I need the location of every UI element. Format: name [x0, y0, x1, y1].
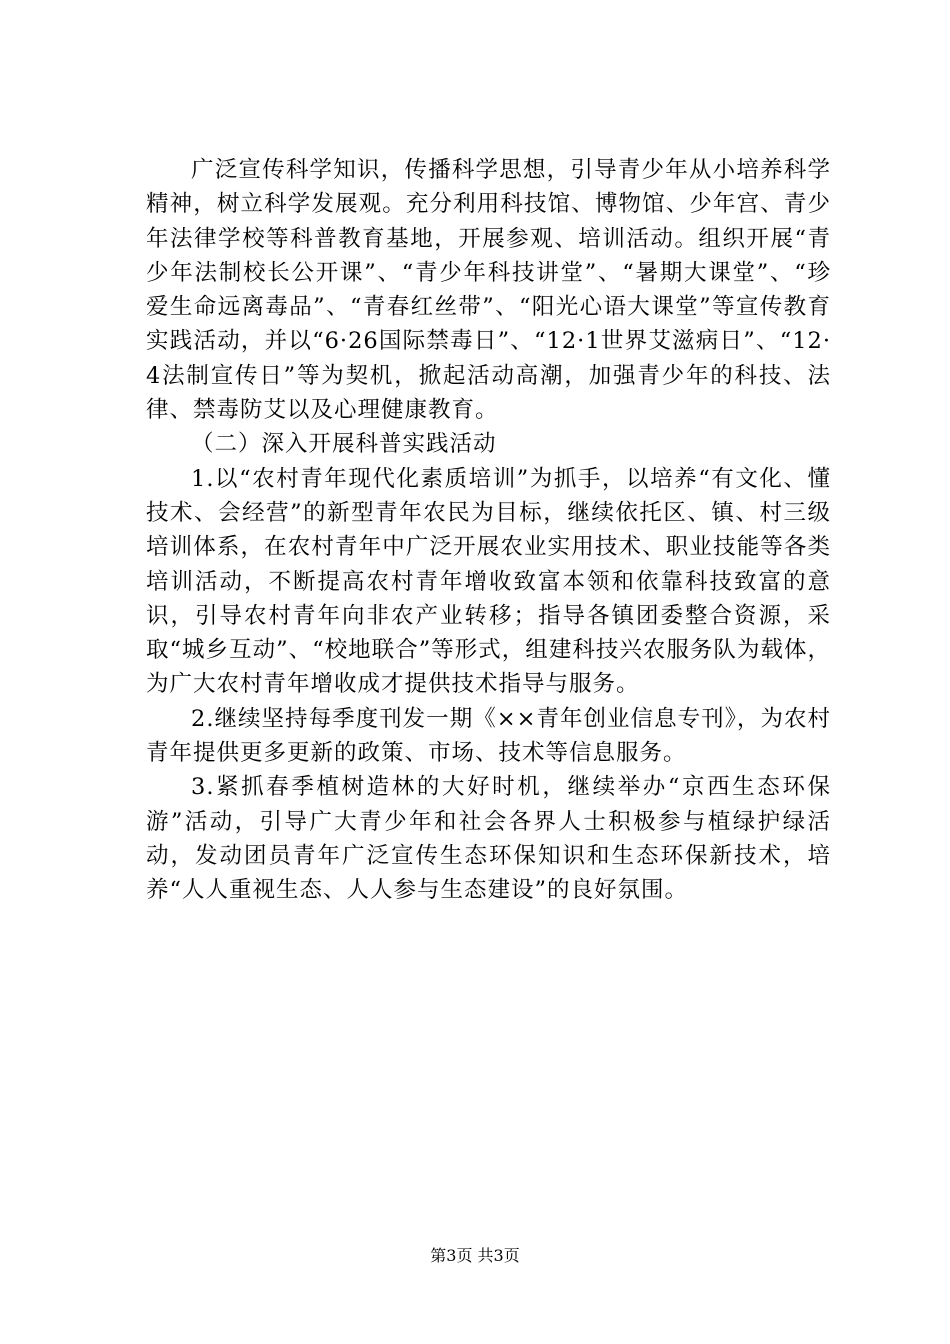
paragraph-item-1: 1.以“农村青年现代化素质培训”为抓手，以培养“有文化、懂技术、会经营”的新型青年农民为目标，继续依托区、镇、村三级培训体系，在农村青年中广泛开展农业实用技术、职业技能等各类培训活动，不断提高农村青年增收致富本领和依靠科技致富的意识，引导农村青年向非农产业转移；指导各镇团委整合资源，采取“城乡互动”、“校地联合”等形式，组建科技兴农服务队为载体，为广大农村青年增收成才提供技术指导与服务。 [146, 465, 831, 698]
paragraph-item-3: 3.紧抓春季植树造林的大好时机，继续举办“京西生态环保游”活动，引导广大青少年和社会各界人士积极参与植绿护绿活动，发动团员青年广泛宣传生态环保知识和生态环保新技术，培养“人人重视生态、人人参与生态建设”的良好氛围。 [146, 774, 831, 904]
section-heading: （二）深入开展科普实践活动 [191, 431, 497, 458]
page-number-footer: 第3页 共3页 [430, 1246, 520, 1265]
document-body [146, 153, 831, 908]
paragraph-science-publicity: 广泛宣传科学知识，传播科学思想，引导青少年从小培养科学精神，树立科学发展观。充分利用科技馆、博物馆、少年宫、青少年法律学校等科普教育基地，开展参观、培训活动。组织开展“青少年法制校长公开课”、“青少年科技讲堂”、“暑期大课堂”、“珍爱生命远离毒品”、“青春红丝带”、“阳光心语大课堂”等宣传教育实践活动，并以“6·26国际禁毒日”、“12·1世界艾滋病日”、“12·4法制宣传日”等为契机，掀起活动高潮，加强青少年的科技、法律、禁毒防艾以及心理健康教育。 [146, 157, 831, 424]
paragraph-item-2: 2.继续坚持每季度刊发一期《××青年创业信息专刊》，为农村青年提供更多更新的政策、市场、技术等信息服务。 [146, 705, 831, 767]
